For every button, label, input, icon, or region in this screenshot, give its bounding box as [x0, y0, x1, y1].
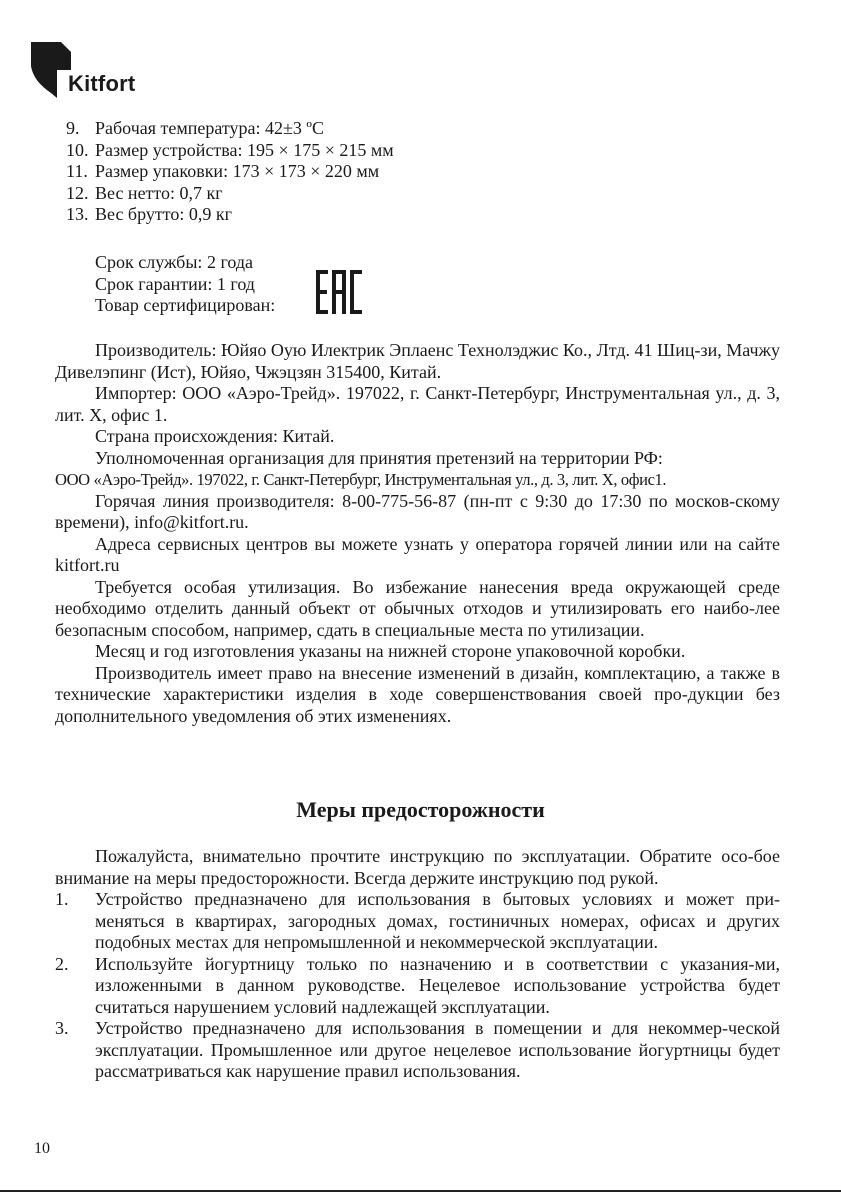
service-centers-info: Адреса сервисных центров вы можете узнать у оператора горячей линии или на сайте kitfort.ru — [55, 533, 780, 575]
importer-info: Импортер: ООО «Аэро-Трейд». 197022, г. Санкт-Петербург, Инструментальная ул., д. 3, лит. Х, офис 1. — [55, 383, 780, 425]
list-item: 2. Используйте йогуртницу только по назначению и в соответствии с указания-ми, изложенными в данном руководстве. Нецелевое использование устройства будет считаться нарушением условий надлежащей эксплуатации. — [55, 953, 780, 1017]
authorized-org-label: Уполномоченная организация для принятия претензий на территории РФ: — [95, 447, 663, 468]
spec-item: 10. Размер устройства: 195 × 175 × 215 мм — [66, 139, 394, 160]
precautions-section — [55, 846, 780, 1083]
footer-divider — [0, 1190, 841, 1192]
authorized-org: ООО «Аэро-Трейд». 197022, г. Санкт-Петербург, Инструментальная ул., д. 3, лит. Х, офис1. — [55, 470, 667, 489]
brand-name: Kitfort — [68, 71, 136, 96]
page-number: 10 — [34, 1140, 50, 1157]
spec-list — [66, 118, 394, 226]
list-item: 1. Устройство предназначено для использования в бытовых условиях и может при-меняться в квартирах, загородных домах, гостиничных номерах, офисах и других подобных местах для непромышленной и некоммерческой эксплуатации. — [55, 889, 780, 952]
company-info — [55, 340, 780, 727]
hotline-info: Горячая линия производителя: 8-00-775-56-87 (пн-пт с 9:30 до 17:30 по москов-скому времени), info@kitfort.ru. — [55, 490, 780, 532]
certification-label: Товар сертифицирован: — [95, 295, 276, 315]
spec-item: 13. Вес брутто: 0,9 кг — [66, 204, 232, 224]
changes-notice: Производитель имеет право на внесение изменений в дизайн, комплектацию, а также в технические характеристики изделия в ходе совершенствования своей про-дукции без дополнительного уведомления об этих изменениях. — [55, 662, 780, 726]
kitfort-logo-icon — [31, 42, 73, 98]
spec-item: 9. Рабочая температура: 42±3 ºС — [66, 118, 324, 138]
manufacture-date-info: Месяц и год изготовления указаны на нижней стороне упаковочной коробки. — [95, 641, 686, 661]
manufacturer-info: Производитель: Юйяо Оую Илектрик Эплаенс Технолэджис Ко., Лтд. 41 Шиц-зи, Мачжу Дивелэпинг (Ист), Юйяо, Чжэцзян 315400, Китай. — [55, 340, 780, 382]
section-title: Меры предосторожности — [296, 797, 545, 822]
disposal-info: Требуется особая утилизация. Во избежание нанесения вреда окружающей среде необходимо отделить данный объект от обычных отходов и утилизировать его наибо-лее безопасным способом, например, сдать в специальные места по утилизации. — [55, 576, 780, 640]
country-of-origin: Страна происхождения: Китай. — [95, 426, 335, 446]
service-info — [95, 252, 275, 317]
service-life: Срок службы: 2 года — [95, 252, 254, 272]
brand-logo — [31, 42, 171, 98]
eac-mark-icon — [316, 270, 362, 314]
warranty-period: Срок гарантии: 1 год — [95, 273, 255, 294]
spec-item: 11. Размер упаковки: 173 × 173 × 220 мм — [66, 161, 380, 181]
list-item: 3. Устройство предназначено для использования в помещении и для некоммер-ческой эксплуатации. Промышленное или другое нецелевое использование йогуртницы будет рассматриваться как нарушение правил использования. — [55, 1018, 780, 1081]
precautions-intro: Пожалуйста, внимательно прочтите инструкцию по эксплуатации. Обратите осо-бое внимание на меры предосторожности. Всегда держите инструкцию под рукой. — [55, 846, 780, 888]
spec-item: 12. Вес нетто: 0,7 кг — [66, 182, 223, 203]
